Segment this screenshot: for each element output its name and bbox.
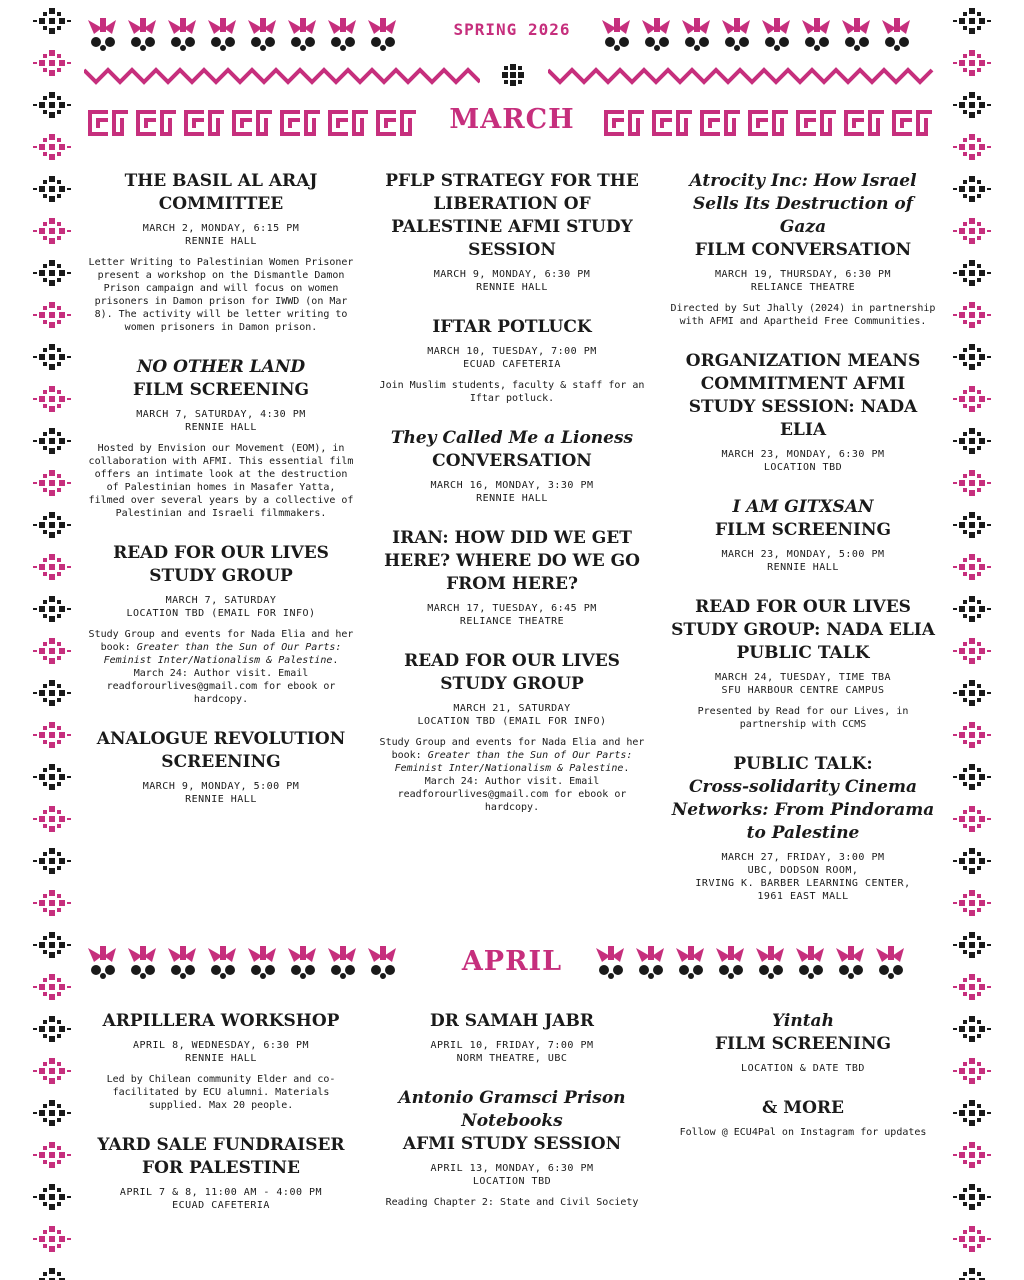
- event-card: [86, 728, 356, 806]
- event-card: [377, 427, 647, 505]
- event-card: [668, 753, 938, 903]
- event-description-text: Study Group and events for Nada Elia and her book:: [379, 737, 645, 761]
- march-heading: MARCH: [449, 104, 575, 135]
- april-column-1: [86, 1010, 356, 1234]
- event-title: [668, 496, 938, 542]
- top-right-flower-row: [598, 14, 942, 54]
- event-date-location: APRIL 8, WEDNESDAY, 6:30 PM RENNIE HALL: [132, 1040, 310, 1064]
- event-title: [377, 1087, 647, 1156]
- event-date-location: APRIL 7 & 8, 11:00 AM - 4:00 PM ECUAD CAFETERIA: [119, 1187, 323, 1211]
- event-card: [86, 356, 356, 520]
- event-card: [377, 527, 647, 628]
- event-description: Join Muslim students, faculty & staff for an Iftar potluck.: [379, 380, 645, 404]
- event-title: [668, 596, 938, 665]
- event-card: [86, 1134, 356, 1212]
- event-title-italic: Yintah: [772, 1011, 834, 1031]
- left-embroidery-border: [30, 0, 74, 1280]
- event-title: [86, 1010, 356, 1033]
- event-title-text: IFTAR POTLUCK: [432, 317, 592, 337]
- event-date-location: MARCH 23, MONDAY, 6:30 PM LOCATION TBD: [721, 449, 885, 473]
- event-title-italic: Antonio Gramsci Prison Notebooks: [398, 1088, 626, 1131]
- event-title-text: FILM CONVERSATION: [694, 240, 912, 260]
- event-description: Presented by Read for our Lives, in partnership with CCMS: [697, 706, 909, 730]
- event-title: [377, 427, 647, 473]
- event-date-location: MARCH 17, TUESDAY, 6:45 PM RELIANCE THEATRE: [427, 603, 597, 627]
- event-card: [86, 170, 356, 334]
- event-title: [668, 1097, 938, 1120]
- event-card: [668, 596, 938, 731]
- march-column-3: [668, 170, 938, 925]
- event-date-location: MARCH 10, TUESDAY, 7:00 PM ECUAD CAFETERIA: [427, 346, 597, 370]
- event-title-text: ANALOGUE REVOLUTION SCREENING: [96, 729, 346, 772]
- event-card: [377, 1010, 647, 1065]
- event-description: [86, 628, 356, 706]
- season-label: SPRING 2026: [453, 20, 571, 39]
- event-title: [668, 753, 938, 845]
- right-zigzag-band: [548, 66, 940, 86]
- event-title-italic: Atrocity Inc: How Israel Sells Its Destruction of Gaza: [689, 171, 917, 237]
- event-title-text: READ FOR OUR LIVES STUDY GROUP: NADA ELIA PUBLIC TALK: [671, 597, 935, 663]
- event-title: [668, 350, 938, 442]
- event-card: [668, 350, 938, 474]
- event-card: [668, 496, 938, 574]
- event-title: [668, 170, 938, 262]
- event-card: [668, 1010, 938, 1075]
- event-title: [86, 356, 356, 402]
- event-card: [668, 170, 938, 328]
- event-title-italic: They Called Me a Lioness: [390, 428, 634, 448]
- event-date-location: MARCH 9, MONDAY, 6:30 PM RENNIE HALL: [433, 269, 591, 293]
- event-title-italic: NO OTHER LAND: [136, 357, 306, 377]
- event-title: [86, 170, 356, 216]
- event-card: [668, 1097, 938, 1139]
- event-date-location: LOCATION & DATE TBD: [741, 1063, 865, 1074]
- event-title: [377, 527, 647, 596]
- event-title: [377, 316, 647, 339]
- event-title: [377, 650, 647, 696]
- event-title-text: AFMI STUDY SESSION: [402, 1134, 622, 1154]
- event-title-italic: I AM GITXSAN: [732, 497, 874, 517]
- event-title-text: FILM SCREENING: [714, 1034, 892, 1054]
- event-title-text: YARD SALE FUNDRAISER FOR PALESTINE: [97, 1135, 345, 1178]
- event-date-location: MARCH 2, MONDAY, 6:15 PM RENNIE HALL: [142, 223, 300, 247]
- march-column-1: [86, 170, 356, 828]
- event-title-italic: Cross-solidarity Cinema Networks: From Pindorama to Palestine: [671, 777, 935, 843]
- event-title: [377, 1010, 647, 1033]
- event-date-location: MARCH 27, FRIDAY, 3:00 PM UBC, DODSON ROOM, IRVING K. BARBER LEARNING CENTER, 1961 EAST MALL: [695, 852, 911, 902]
- april-right-flower-row: [592, 942, 942, 982]
- event-description-text: . March 24: Author visit. Email readforourlives@gmail.com for ebook or hardcopy.: [397, 763, 630, 813]
- event-title-text: CONVERSATION: [432, 451, 592, 471]
- event-card: [377, 316, 647, 405]
- event-title-text: ARPILLERA WORKSHOP: [102, 1011, 340, 1031]
- event-card: [377, 1087, 647, 1209]
- event-description: [377, 736, 647, 814]
- event-description: Directed by Sut Jhally (2024) in partnership with AFMI and Apartheid Free Communities.: [670, 303, 936, 327]
- event-title: [377, 170, 647, 262]
- event-title: [668, 1010, 938, 1056]
- event-description-text: Study Group and events for Nada Elia and her book:: [88, 629, 354, 653]
- event-title: [86, 728, 356, 774]
- event-description: Reading Chapter 2: State and Civil Society: [385, 1197, 639, 1208]
- event-title-text: DR SAMAH JABR: [430, 1011, 594, 1031]
- right-embroidery-border: [950, 0, 994, 1280]
- event-date-location: APRIL 13, MONDAY, 6:30 PM LOCATION TBD: [430, 1163, 594, 1187]
- top-left-flower-row: [84, 14, 424, 54]
- event-date-location: MARCH 21, SATURDAY LOCATION TBD (EMAIL FOR INFO): [417, 703, 607, 727]
- event-title-text: PFLP STRATEGY FOR THE LIBERATION OF PALESTINE AFMI STUDY SESSION: [385, 171, 639, 260]
- event-title-text: READ FOR OUR LIVES STUDY GROUP: [113, 543, 329, 586]
- event-description: Follow @ ECU4Pal on Instagram for updates: [679, 1127, 927, 1138]
- event-description: Hosted by Envision our Movement (EOM), in collaboration with AFMI. This essential film offers an intimate look at the destruction of Palestinian homes in Masafer Yatta, filmed over several years by a collective of Palestinian and Israeli filmmakers.: [88, 443, 354, 519]
- event-title-text: READ FOR OUR LIVES STUDY GROUP: [404, 651, 620, 694]
- march-column-2: [377, 170, 647, 836]
- event-date-location: MARCH 16, MONDAY, 3:30 PM RENNIE HALL: [430, 480, 594, 504]
- april-column-2: [377, 1010, 647, 1231]
- event-title-text: FILM SCREENING: [132, 380, 310, 400]
- event-description: Led by Chilean community Elder and co-facilitated by ECU alumni. Materials supplied. Max 20 people.: [106, 1074, 336, 1111]
- event-card: [377, 170, 647, 294]
- event-title-text: PUBLIC TALK:: [733, 754, 873, 774]
- event-title-text: THE BASIL AL ARAJ COMMITTEE: [124, 171, 318, 214]
- event-title-text: ORGANIZATION MEANS COMMITMENT AFMI STUDY SESSION: NADA ELIA: [685, 351, 921, 440]
- left-key-pattern-row: [86, 106, 422, 140]
- center-cross-motif: [500, 62, 526, 88]
- book-title: Greater than the Sun of Our Parts: Feminist Inter/Nationalism & Palestine: [394, 750, 633, 774]
- event-date-location: APRIL 10, FRIDAY, 7:00 PM NORM THEATRE, UBC: [430, 1040, 594, 1064]
- april-heading: APRIL: [461, 946, 563, 977]
- event-title-text: FILM SCREENING: [714, 520, 892, 540]
- event-description-text: . March 24: Author visit. Email readforourlives@gmail.com for ebook or hardcopy.: [106, 655, 339, 705]
- left-zigzag-band: [84, 66, 480, 86]
- event-title: [86, 542, 356, 588]
- april-left-flower-row: [84, 942, 436, 982]
- event-card: [86, 542, 356, 706]
- book-title: Greater than the Sun of Our Parts: Feminist Inter/Nationalism & Palestine: [103, 642, 342, 666]
- event-card: [86, 1010, 356, 1112]
- event-date-location: MARCH 7, SATURDAY LOCATION TBD (EMAIL FOR INFO): [126, 595, 316, 619]
- event-date-location: MARCH 9, MONDAY, 5:00 PM RENNIE HALL: [142, 781, 300, 805]
- right-key-pattern-row: [602, 106, 938, 140]
- event-title: [86, 1134, 356, 1180]
- event-card: [377, 650, 647, 814]
- event-title-text: & MORE: [762, 1098, 844, 1118]
- event-date-location: MARCH 7, SATURDAY, 4:30 PM RENNIE HALL: [136, 409, 306, 433]
- event-title-text: IRAN: HOW DID WE GET HERE? WHERE DO WE GO FROM HERE?: [384, 528, 640, 594]
- event-description: Letter Writing to Palestinian Women Prisoner present a workshop on the Dismantle Damon Prison campaign and will focus on women prisoners in Damon prison for IWWD (on Mar 8). The activity will be letter writing to women prisoners in Damon prison.: [88, 257, 354, 333]
- event-date-location: MARCH 24, TUESDAY, TIME TBA SFU HARBOUR CENTRE CAMPUS: [714, 672, 892, 696]
- event-date-location: MARCH 23, MONDAY, 5:00 PM RENNIE HALL: [721, 549, 885, 573]
- event-date-location: MARCH 19, THURSDAY, 6:30 PM RELIANCE THEATRE: [714, 269, 892, 293]
- april-column-3: [668, 1010, 938, 1161]
